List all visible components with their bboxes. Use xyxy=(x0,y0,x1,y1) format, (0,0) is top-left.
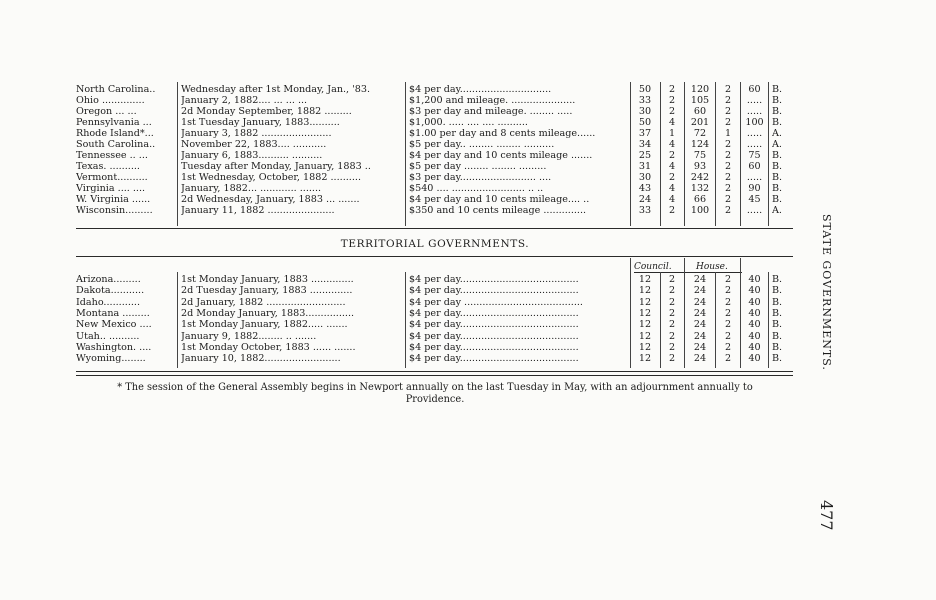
table-row xyxy=(0,274,936,285)
page-number: 477 xyxy=(817,500,836,531)
table-cell-meets: 2d January, 1882 .......................... xyxy=(181,296,346,308)
table-cell-pay: $4 per day....................................... xyxy=(409,274,579,285)
table-cell-name: Texas. .......... xyxy=(76,161,140,172)
table-cell-c6: B. xyxy=(772,95,783,106)
table-cell-c5: ..... xyxy=(746,128,763,139)
table-cell-c3: 24 xyxy=(693,296,707,308)
table-cell-c5: 40 xyxy=(748,285,761,297)
table-cell-c1: 12 xyxy=(638,341,652,353)
table-cell-c3: 24 xyxy=(693,341,707,353)
table-cell-meets: 1st Wednesday, October, 1882 .......... xyxy=(181,172,361,183)
table-cell-c3: 100 xyxy=(690,205,710,216)
table-cell-c3: 60 xyxy=(693,106,707,117)
council-label: Council. xyxy=(634,262,672,272)
table-cell-c5: 40 xyxy=(748,341,761,353)
table-cell-name: Dakota........... xyxy=(76,285,145,297)
table-cell-c2: 4 xyxy=(668,139,676,150)
table-rule xyxy=(76,371,793,372)
table-row xyxy=(0,106,936,117)
table-cell-name: Virginia .... .... xyxy=(76,183,146,194)
table-cell-pay: $350 and 10 cents mileage .............. xyxy=(409,205,587,216)
table-row xyxy=(0,308,936,319)
table-cell-c5: 40 xyxy=(748,307,761,319)
table-rule xyxy=(76,228,793,229)
table-cell-c1: 12 xyxy=(638,307,652,319)
table-cell-c1: 43 xyxy=(638,183,652,194)
table-cell-c6: B. xyxy=(772,341,783,353)
table-cell-meets: Wednesday after 1st Monday, Jan., '83. xyxy=(181,84,371,95)
footnote: * The session of the General Assembly begins in Newport annually on the last Tuesday in May, with an adjournment annually to Providence. xyxy=(117,382,753,405)
table-cell-c4: 2 xyxy=(724,139,732,150)
table-cell-c6: B. xyxy=(772,172,783,183)
table-cell-c5: 40 xyxy=(748,274,761,285)
table-cell-c2: 2 xyxy=(668,95,676,106)
table-cell-pay: $5 per day ........ ........ ......... xyxy=(409,161,547,172)
table-cell-c1: 12 xyxy=(638,319,652,331)
table-cell-meets: January 11, 1882 ...................... xyxy=(181,205,335,216)
table-cell-pay: $1,000. ..... .... .... .......... xyxy=(409,117,528,128)
table-cell-c6: B. xyxy=(772,117,783,128)
table-cell-c6: B. xyxy=(772,330,783,342)
table-cell-name: South Carolina.. xyxy=(76,139,156,150)
table-cell-name: Pennsylvania ... xyxy=(76,117,152,128)
table-cell-c2: 4 xyxy=(668,183,676,194)
table-cell-pay: $4 per day ....................................... xyxy=(409,296,583,308)
table-row xyxy=(0,194,936,205)
table-cell-meets: 2d Monday January, 1883................ xyxy=(181,307,355,319)
table-cell-meets: January 9, 1882........ .. ....... xyxy=(181,330,317,342)
table-cell-pay: $4 per day and 10 cents mileage.... .. xyxy=(409,194,590,205)
subhead-rule xyxy=(634,272,742,273)
table-cell-meets: January 3, 1882 ....................... xyxy=(181,128,332,139)
table-cell-c4: 2 xyxy=(724,183,732,194)
table-cell-c5: 40 xyxy=(748,330,761,342)
table-cell-c3: 24 xyxy=(693,330,707,342)
table-cell-pay: $4 per day....................................... xyxy=(409,307,579,319)
table-cell-c2: 2 xyxy=(668,150,676,161)
table-row xyxy=(0,128,936,139)
table-cell-c2: 2 xyxy=(668,274,676,285)
table-cell-name: Wisconsin......... xyxy=(76,205,153,216)
table-cell-c1: 12 xyxy=(638,285,652,297)
table-cell-meets: November 22, 1883.... ........... xyxy=(181,139,327,150)
section-heading: TERRITORIAL GOVERNMENTS. xyxy=(340,238,530,250)
table-cell-c3: 132 xyxy=(690,183,710,194)
table-cell-c2: 2 xyxy=(668,296,676,308)
table-cell-name: North Carolina.. xyxy=(76,84,156,95)
table-cell-meets: 1st Monday January, 1883 .............. xyxy=(181,274,354,285)
table-cell-pay: $3 per day and mileage. ........ ..... xyxy=(409,106,573,117)
table-cell-c2: 2 xyxy=(668,330,676,342)
table-cell-c1: 31 xyxy=(638,161,652,172)
table-cell-name: Utah.. .......... xyxy=(76,330,140,342)
table-cell-c6: B. xyxy=(772,194,783,205)
table-cell-c6: B. xyxy=(772,183,783,194)
table-cell-name: Washington. .... xyxy=(76,341,152,353)
table-cell-c3: 201 xyxy=(690,117,710,128)
table-cell-c3: 242 xyxy=(690,172,710,183)
table-cell-c3: 24 xyxy=(693,307,707,319)
table-cell-name: Tennessee .. ... xyxy=(76,150,148,161)
table-cell-c6: B. xyxy=(772,274,783,285)
table-row xyxy=(0,319,936,330)
table-cell-c6: B. xyxy=(772,296,783,308)
table-cell-c3: 93 xyxy=(693,161,707,172)
table-cell-meets: January, 1882... ............ ....... xyxy=(181,183,322,194)
table-cell-c5: ..... xyxy=(746,139,763,150)
table-cell-meets: 2d Wednesday, January, 1883 ... ....... xyxy=(181,194,360,205)
table-cell-c3: 24 xyxy=(693,285,707,297)
table-cell-name: Montana ......... xyxy=(76,307,150,319)
table-rule xyxy=(76,375,793,376)
table-cell-c6: B. xyxy=(772,307,783,319)
table-cell-c5: ..... xyxy=(746,172,763,183)
running-title: STATE GOVERNMENTS. xyxy=(820,214,833,371)
table-cell-name: Arizona......... xyxy=(76,274,141,285)
table-cell-c1: 50 xyxy=(638,84,652,95)
table-cell-c6: B. xyxy=(772,161,783,172)
table-cell-c1: 30 xyxy=(638,106,652,117)
table-cell-c2: 2 xyxy=(668,341,676,353)
table-cell-c5: 100 xyxy=(745,117,764,128)
table-row xyxy=(0,139,936,150)
table-row xyxy=(0,331,936,342)
table-cell-name: Rhode Island*... xyxy=(76,128,154,139)
table-cell-c4: 2 xyxy=(724,117,732,128)
table-cell-c5: 75 xyxy=(748,150,761,161)
table-cell-c1: 33 xyxy=(638,205,652,216)
table-cell-c6: A. xyxy=(772,128,782,139)
table-row xyxy=(0,150,936,161)
table-cell-meets: Tuesday after Monday, January, 1883 .. xyxy=(181,161,371,172)
table-cell-c4: 2 xyxy=(724,296,732,308)
table-cell-name: Wyoming........ xyxy=(76,353,146,365)
table-cell-c5: 40 xyxy=(748,296,761,308)
table-cell-c2: 4 xyxy=(668,117,676,128)
table-cell-c4: 2 xyxy=(724,95,732,106)
table-cell-c1: 33 xyxy=(638,95,652,106)
table-cell-c3: 24 xyxy=(693,353,707,365)
table-cell-pay: $540 .... ........................ .. .. xyxy=(409,183,544,194)
table-cell-meets: 1st Monday October, 1883 ...... ....... xyxy=(181,341,356,353)
table-row xyxy=(0,84,936,95)
table-cell-c1: 50 xyxy=(638,117,652,128)
table-cell-c4: 2 xyxy=(724,172,732,183)
table-cell-c4: 2 xyxy=(724,194,732,205)
table-cell-c6: B. xyxy=(772,285,783,297)
table-cell-c3: 66 xyxy=(693,194,707,205)
table-cell-c4: 2 xyxy=(724,307,732,319)
table-cell-c1: 37 xyxy=(638,128,652,139)
table-cell-c2: 2 xyxy=(668,319,676,331)
table-cell-pay: $4 per day....................................... xyxy=(409,353,579,365)
table-cell-c4: 2 xyxy=(724,353,732,365)
table-rule xyxy=(76,256,793,257)
table-cell-name: Vermont.......... xyxy=(76,172,148,183)
table-cell-c6: A. xyxy=(772,139,782,150)
table-cell-c4: 2 xyxy=(724,84,732,95)
table-cell-c1: 12 xyxy=(638,330,652,342)
table-row xyxy=(0,205,936,216)
table-row xyxy=(0,117,936,128)
table-cell-c4: 2 xyxy=(724,150,732,161)
table-cell-c2: 1 xyxy=(668,128,676,139)
table-cell-c2: 2 xyxy=(668,106,676,117)
table-cell-c3: 75 xyxy=(693,150,707,161)
table-cell-name: W. Virginia ...... xyxy=(76,194,151,205)
table-cell-c4: 1 xyxy=(724,128,732,139)
table-cell-c4: 2 xyxy=(724,285,732,297)
table-cell-meets: January 10, 1882......................... xyxy=(181,353,341,365)
table-cell-c1: 24 xyxy=(638,194,652,205)
table-cell-pay: $4 per day....................................... xyxy=(409,319,579,331)
table-cell-c4: 2 xyxy=(724,319,732,331)
table-cell-pay: $3 per day......................... .... xyxy=(409,172,552,183)
table-cell-pay: $5 per day.. ........ ........ .......... xyxy=(409,139,555,150)
table-cell-pay: $4 per day....................................... xyxy=(409,341,579,353)
table-cell-c5: 60 xyxy=(748,84,761,95)
table-cell-c6: B. xyxy=(772,353,783,365)
table-cell-c5: ..... xyxy=(746,95,763,106)
table-cell-meets: January 6, 1883.......... .......... xyxy=(181,150,323,161)
table-cell-c2: 4 xyxy=(668,161,676,172)
table-cell-c1: 34 xyxy=(638,139,652,150)
table-cell-name: Oregon ... ... xyxy=(76,106,137,117)
table-cell-c1: 30 xyxy=(638,172,652,183)
table-cell-c3: 124 xyxy=(690,139,710,150)
table-cell-c2: 2 xyxy=(668,205,676,216)
table-cell-name: Idaho............ xyxy=(76,296,141,308)
table-cell-c4: 2 xyxy=(724,161,732,172)
table-cell-c3: 24 xyxy=(693,274,707,285)
table-cell-c3: 72 xyxy=(693,128,707,139)
table-cell-pay: $4 per day....................................... xyxy=(409,330,579,342)
table-cell-name: Ohio .............. xyxy=(76,95,145,106)
table-cell-pay: $1,200 and mileage. ..................... xyxy=(409,95,576,106)
table-cell-pay: $4 per day....................................... xyxy=(409,285,579,297)
table-cell-c2: 2 xyxy=(668,307,676,319)
table-cell-c2: 2 xyxy=(668,285,676,297)
table-cell-c1: 12 xyxy=(638,296,652,308)
table-cell-meets: 1st Monday January, 1882..... ....... xyxy=(181,319,348,331)
table-cell-c5: 60 xyxy=(748,161,761,172)
table-cell-c4: 2 xyxy=(724,341,732,353)
table-cell-meets: January 2, 1882.... ... ... ... xyxy=(181,95,308,106)
table-cell-c2: 2 xyxy=(668,172,676,183)
table-cell-c5: ..... xyxy=(746,205,763,216)
table-cell-c3: 120 xyxy=(690,84,710,95)
table-cell-c6: B. xyxy=(772,150,783,161)
table-row xyxy=(0,172,936,183)
house-label: House. xyxy=(696,262,728,272)
table-row xyxy=(0,161,936,172)
table-row xyxy=(0,353,936,364)
table-row xyxy=(0,285,936,296)
table-row xyxy=(0,95,936,106)
table-row xyxy=(0,297,936,308)
table-cell-c4: 2 xyxy=(724,330,732,342)
table-cell-c3: 24 xyxy=(693,319,707,331)
table-cell-c1: 25 xyxy=(638,150,652,161)
table-cell-pay: $1.00 per day and 8 cents mileage...... xyxy=(409,128,596,139)
table-cell-pay: $4 per day and 10 cents mileage ....... xyxy=(409,150,593,161)
table-cell-c6: B. xyxy=(772,106,783,117)
table-cell-c4: 2 xyxy=(724,205,732,216)
table-cell-c2: 2 xyxy=(668,353,676,365)
table-row xyxy=(0,342,936,353)
table-cell-name: New Mexico .... xyxy=(76,319,152,331)
table-cell-c2: 4 xyxy=(668,194,676,205)
table-cell-meets: 1st Tuesday January, 1883.......... xyxy=(181,117,340,128)
table-cell-c1: 12 xyxy=(638,274,652,285)
table-cell-pay: $4 per day.............................. xyxy=(409,84,552,95)
table-cell-c1: 12 xyxy=(638,353,652,365)
table-cell-c6: B. xyxy=(772,84,783,95)
table-cell-meets: 2d Tuesday January, 1883 .............. xyxy=(181,285,353,297)
table-cell-meets: 2d Monday September, 1882 ......... xyxy=(181,106,352,117)
table-cell-c4: 2 xyxy=(724,106,732,117)
table-cell-c5: 90 xyxy=(748,183,761,194)
table-cell-c5: 45 xyxy=(748,194,761,205)
table-cell-c4: 2 xyxy=(724,274,732,285)
table-row xyxy=(0,183,936,194)
table-cell-c3: 105 xyxy=(690,95,710,106)
table-cell-c2: 2 xyxy=(668,84,676,95)
table-cell-c6: A. xyxy=(772,205,782,216)
table-cell-c5: 40 xyxy=(748,353,761,365)
table-cell-c5: 40 xyxy=(748,319,761,331)
table-cell-c6: B. xyxy=(772,319,783,331)
table-cell-c5: ..... xyxy=(746,106,763,117)
